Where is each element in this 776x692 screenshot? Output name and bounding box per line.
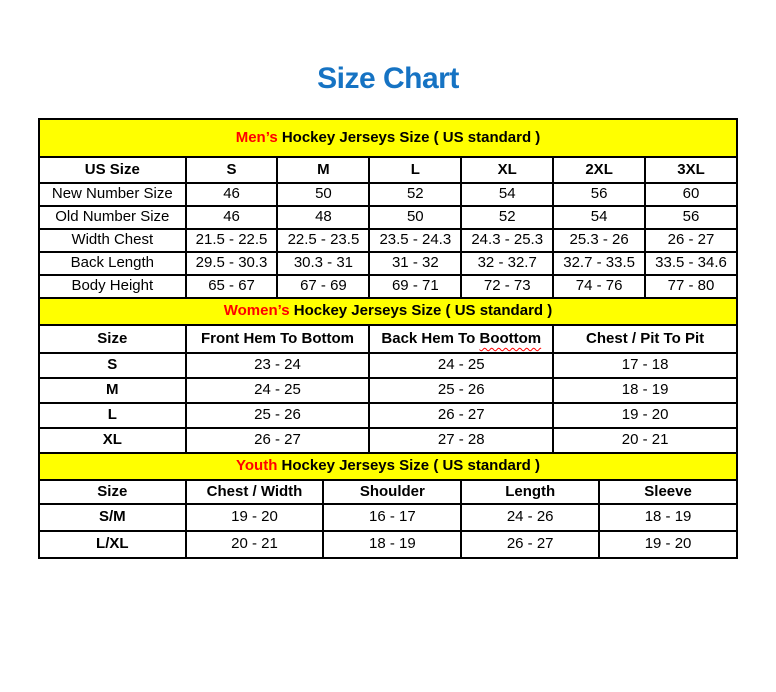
size-value: 30.3 - 31 bbox=[277, 252, 369, 275]
size-tables bbox=[38, 118, 738, 559]
column-header: Chest / Width bbox=[186, 480, 324, 504]
header-text: Back Hem To bbox=[381, 329, 480, 347]
size-value: 26 - 27 bbox=[186, 428, 370, 453]
size-value: 18 - 19 bbox=[323, 531, 461, 558]
column-header: S bbox=[186, 157, 278, 183]
table-row bbox=[39, 206, 737, 229]
womens-banner-text: Hockey Jerseys Size ( US standard ) bbox=[289, 302, 553, 320]
column-header: XL bbox=[461, 157, 553, 183]
size-value: 23 - 24 bbox=[186, 353, 370, 378]
size-value: 46 bbox=[186, 183, 278, 206]
size-value: 69 - 71 bbox=[369, 275, 461, 298]
table-row bbox=[39, 428, 737, 453]
mens-banner-text: Hockey Jerseys Size ( US standard ) bbox=[277, 128, 541, 146]
size-value: 18 - 19 bbox=[553, 378, 737, 403]
size-value: 26 - 27 bbox=[369, 403, 553, 428]
size-value: 19 - 20 bbox=[186, 504, 324, 531]
size-value: 72 - 73 bbox=[461, 275, 553, 298]
womens-banner-highlight: Women’s bbox=[223, 302, 290, 320]
size-value: 56 bbox=[645, 206, 737, 229]
column-header: Front Hem To Bottom bbox=[186, 325, 370, 353]
size-value: 77 - 80 bbox=[645, 275, 737, 298]
row-label: Width Chest bbox=[39, 229, 186, 252]
size-value: 24 - 26 bbox=[461, 504, 599, 531]
size-value: 54 bbox=[553, 206, 645, 229]
mens-banner-highlight: Men’s bbox=[235, 128, 278, 146]
column-header: US Size bbox=[39, 157, 186, 183]
column-header: 2XL bbox=[553, 157, 645, 183]
size-value: 74 - 76 bbox=[553, 275, 645, 298]
size-value: 21.5 - 22.5 bbox=[186, 229, 278, 252]
size-value: 32 - 32.7 bbox=[461, 252, 553, 275]
table-row bbox=[39, 504, 737, 531]
size-value: 65 - 67 bbox=[186, 275, 278, 298]
size-value: 25 - 26 bbox=[369, 378, 553, 403]
size-value: 19 - 20 bbox=[553, 403, 737, 428]
column-header: Size bbox=[39, 325, 186, 353]
row-label: L bbox=[39, 403, 186, 428]
row-label: Body Height bbox=[39, 275, 186, 298]
size-value: 67 - 69 bbox=[277, 275, 369, 298]
column-header: Chest / Pit To Pit bbox=[553, 325, 737, 353]
page-title: Size Chart bbox=[317, 62, 459, 95]
size-value: 31 - 32 bbox=[369, 252, 461, 275]
size-value: 16 - 17 bbox=[323, 504, 461, 531]
youth-banner-text: Hockey Jerseys Size ( US standard ) bbox=[277, 457, 540, 475]
row-label: S bbox=[39, 353, 186, 378]
row-label: S/M bbox=[39, 504, 186, 531]
column-header: Length bbox=[461, 480, 599, 504]
row-label: M bbox=[39, 378, 186, 403]
youth-banner bbox=[39, 453, 737, 480]
column-header: M bbox=[277, 157, 369, 183]
column-header: Shoulder bbox=[323, 480, 461, 504]
womens-banner bbox=[39, 298, 737, 325]
size-value: 26 - 27 bbox=[461, 531, 599, 558]
row-label: L/XL bbox=[39, 531, 186, 558]
size-value: 56 bbox=[553, 183, 645, 206]
size-value: 46 bbox=[186, 206, 278, 229]
size-value: 24.3 - 25.3 bbox=[461, 229, 553, 252]
size-value: 32.7 - 33.5 bbox=[553, 252, 645, 275]
table-row bbox=[39, 403, 737, 428]
size-value: 52 bbox=[369, 183, 461, 206]
youth-banner-highlight: Youth bbox=[236, 457, 278, 475]
womens-size-table bbox=[38, 297, 738, 454]
size-value: 24 - 25 bbox=[369, 353, 553, 378]
size-value: 25.3 - 26 bbox=[553, 229, 645, 252]
size-value: 24 - 25 bbox=[186, 378, 370, 403]
misspelled-word: Boottom bbox=[479, 329, 542, 347]
size-value: 23.5 - 24.3 bbox=[369, 229, 461, 252]
size-value: 52 bbox=[461, 206, 553, 229]
table-row bbox=[39, 275, 737, 298]
size-value: 48 bbox=[277, 206, 369, 229]
column-header: Sleeve bbox=[599, 480, 737, 504]
column-header: 3XL bbox=[645, 157, 737, 183]
size-value: 25 - 26 bbox=[186, 403, 370, 428]
row-label: Old Number Size bbox=[39, 206, 186, 229]
table-row bbox=[39, 229, 737, 252]
table-row bbox=[39, 252, 737, 275]
row-label: New Number Size bbox=[39, 183, 186, 206]
size-value: 20 - 21 bbox=[553, 428, 737, 453]
row-label: Back Length bbox=[39, 252, 186, 275]
youth-size-table bbox=[38, 452, 738, 559]
size-value: 19 - 20 bbox=[599, 531, 737, 558]
column-header: Size bbox=[39, 480, 186, 504]
table-row bbox=[39, 353, 737, 378]
size-value: 17 - 18 bbox=[553, 353, 737, 378]
table-row bbox=[39, 531, 737, 558]
size-value: 27 - 28 bbox=[369, 428, 553, 453]
size-value: 50 bbox=[277, 183, 369, 206]
row-label: XL bbox=[39, 428, 186, 453]
size-value: 50 bbox=[369, 206, 461, 229]
mens-banner bbox=[39, 119, 737, 157]
table-row bbox=[39, 378, 737, 403]
table-row bbox=[39, 183, 737, 206]
size-value: 33.5 - 34.6 bbox=[645, 252, 737, 275]
size-value: 54 bbox=[461, 183, 553, 206]
size-value: 22.5 - 23.5 bbox=[277, 229, 369, 252]
column-header: L bbox=[369, 157, 461, 183]
size-value: 18 - 19 bbox=[599, 504, 737, 531]
mens-size-table bbox=[38, 118, 738, 299]
column-header bbox=[369, 325, 553, 353]
size-value: 26 - 27 bbox=[645, 229, 737, 252]
size-value: 29.5 - 30.3 bbox=[186, 252, 278, 275]
size-value: 60 bbox=[645, 183, 737, 206]
size-value: 20 - 21 bbox=[186, 531, 324, 558]
